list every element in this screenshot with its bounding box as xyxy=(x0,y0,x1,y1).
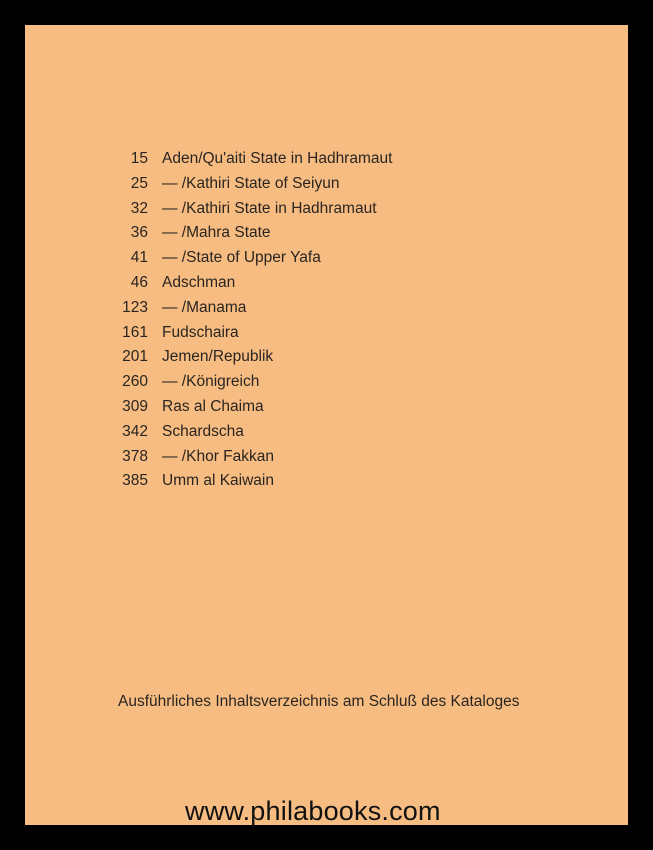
toc-entry xyxy=(25,398,525,422)
toc-page-number: 378 xyxy=(122,447,148,465)
catalog-page xyxy=(25,25,628,825)
toc-title: — /State of Upper Yafa xyxy=(162,249,321,267)
watermark: www.philabooks.com xyxy=(185,796,441,826)
toc-title: Adschman xyxy=(162,274,236,291)
toc-entry xyxy=(25,249,525,273)
toc-title: — /Mahra State xyxy=(162,224,271,242)
toc-page-number: 161 xyxy=(122,323,148,341)
toc-page-number: 201 xyxy=(122,348,148,366)
footer-note: Ausführliches Inhaltsverzeichnis am Schluß des Kataloges xyxy=(118,693,520,710)
toc-title: Aden/Qu'aiti State in Hadhramaut xyxy=(162,150,393,167)
toc-entry xyxy=(25,150,525,174)
toc-entry xyxy=(25,274,525,298)
toc-entry xyxy=(25,472,525,496)
toc-entry xyxy=(25,348,525,372)
toc-entry xyxy=(25,175,525,199)
toc-page-number: 260 xyxy=(122,373,148,391)
toc-page-number: 32 xyxy=(130,199,148,217)
toc-page-number: 385 xyxy=(122,472,148,490)
toc-entry xyxy=(25,324,525,348)
toc-title: Ras al Chaima xyxy=(162,398,264,415)
toc-page-number: 25 xyxy=(130,174,148,192)
toc-page-number: 309 xyxy=(122,398,148,415)
toc-entry xyxy=(25,299,525,323)
toc-entry xyxy=(25,448,525,472)
toc-entry xyxy=(25,373,525,397)
toc-entry xyxy=(25,200,525,224)
toc-entry xyxy=(25,423,525,447)
toc-title: Umm al Kaiwain xyxy=(162,472,274,490)
toc-title: Fudschaira xyxy=(162,323,239,341)
toc-page-number: 46 xyxy=(130,274,148,291)
toc-page-number: 15 xyxy=(130,150,148,167)
toc-page-number: 123 xyxy=(122,298,148,316)
toc-title: — /Kathiri State in Hadhramaut xyxy=(162,199,377,217)
toc-title: — /Kathiri State of Seiyun xyxy=(162,174,340,192)
toc-title: — /Khor Fakkan xyxy=(162,447,274,465)
toc-page-number: 36 xyxy=(130,224,148,242)
toc-title: Schardscha xyxy=(162,422,244,440)
toc-title: — /Manama xyxy=(162,298,247,316)
toc-page-number: 41 xyxy=(130,249,148,267)
toc-page-number: 342 xyxy=(122,422,148,440)
toc-entry xyxy=(25,224,525,248)
toc-title: — /Königreich xyxy=(162,373,260,391)
toc-title: Jemen/Republik xyxy=(162,348,274,366)
